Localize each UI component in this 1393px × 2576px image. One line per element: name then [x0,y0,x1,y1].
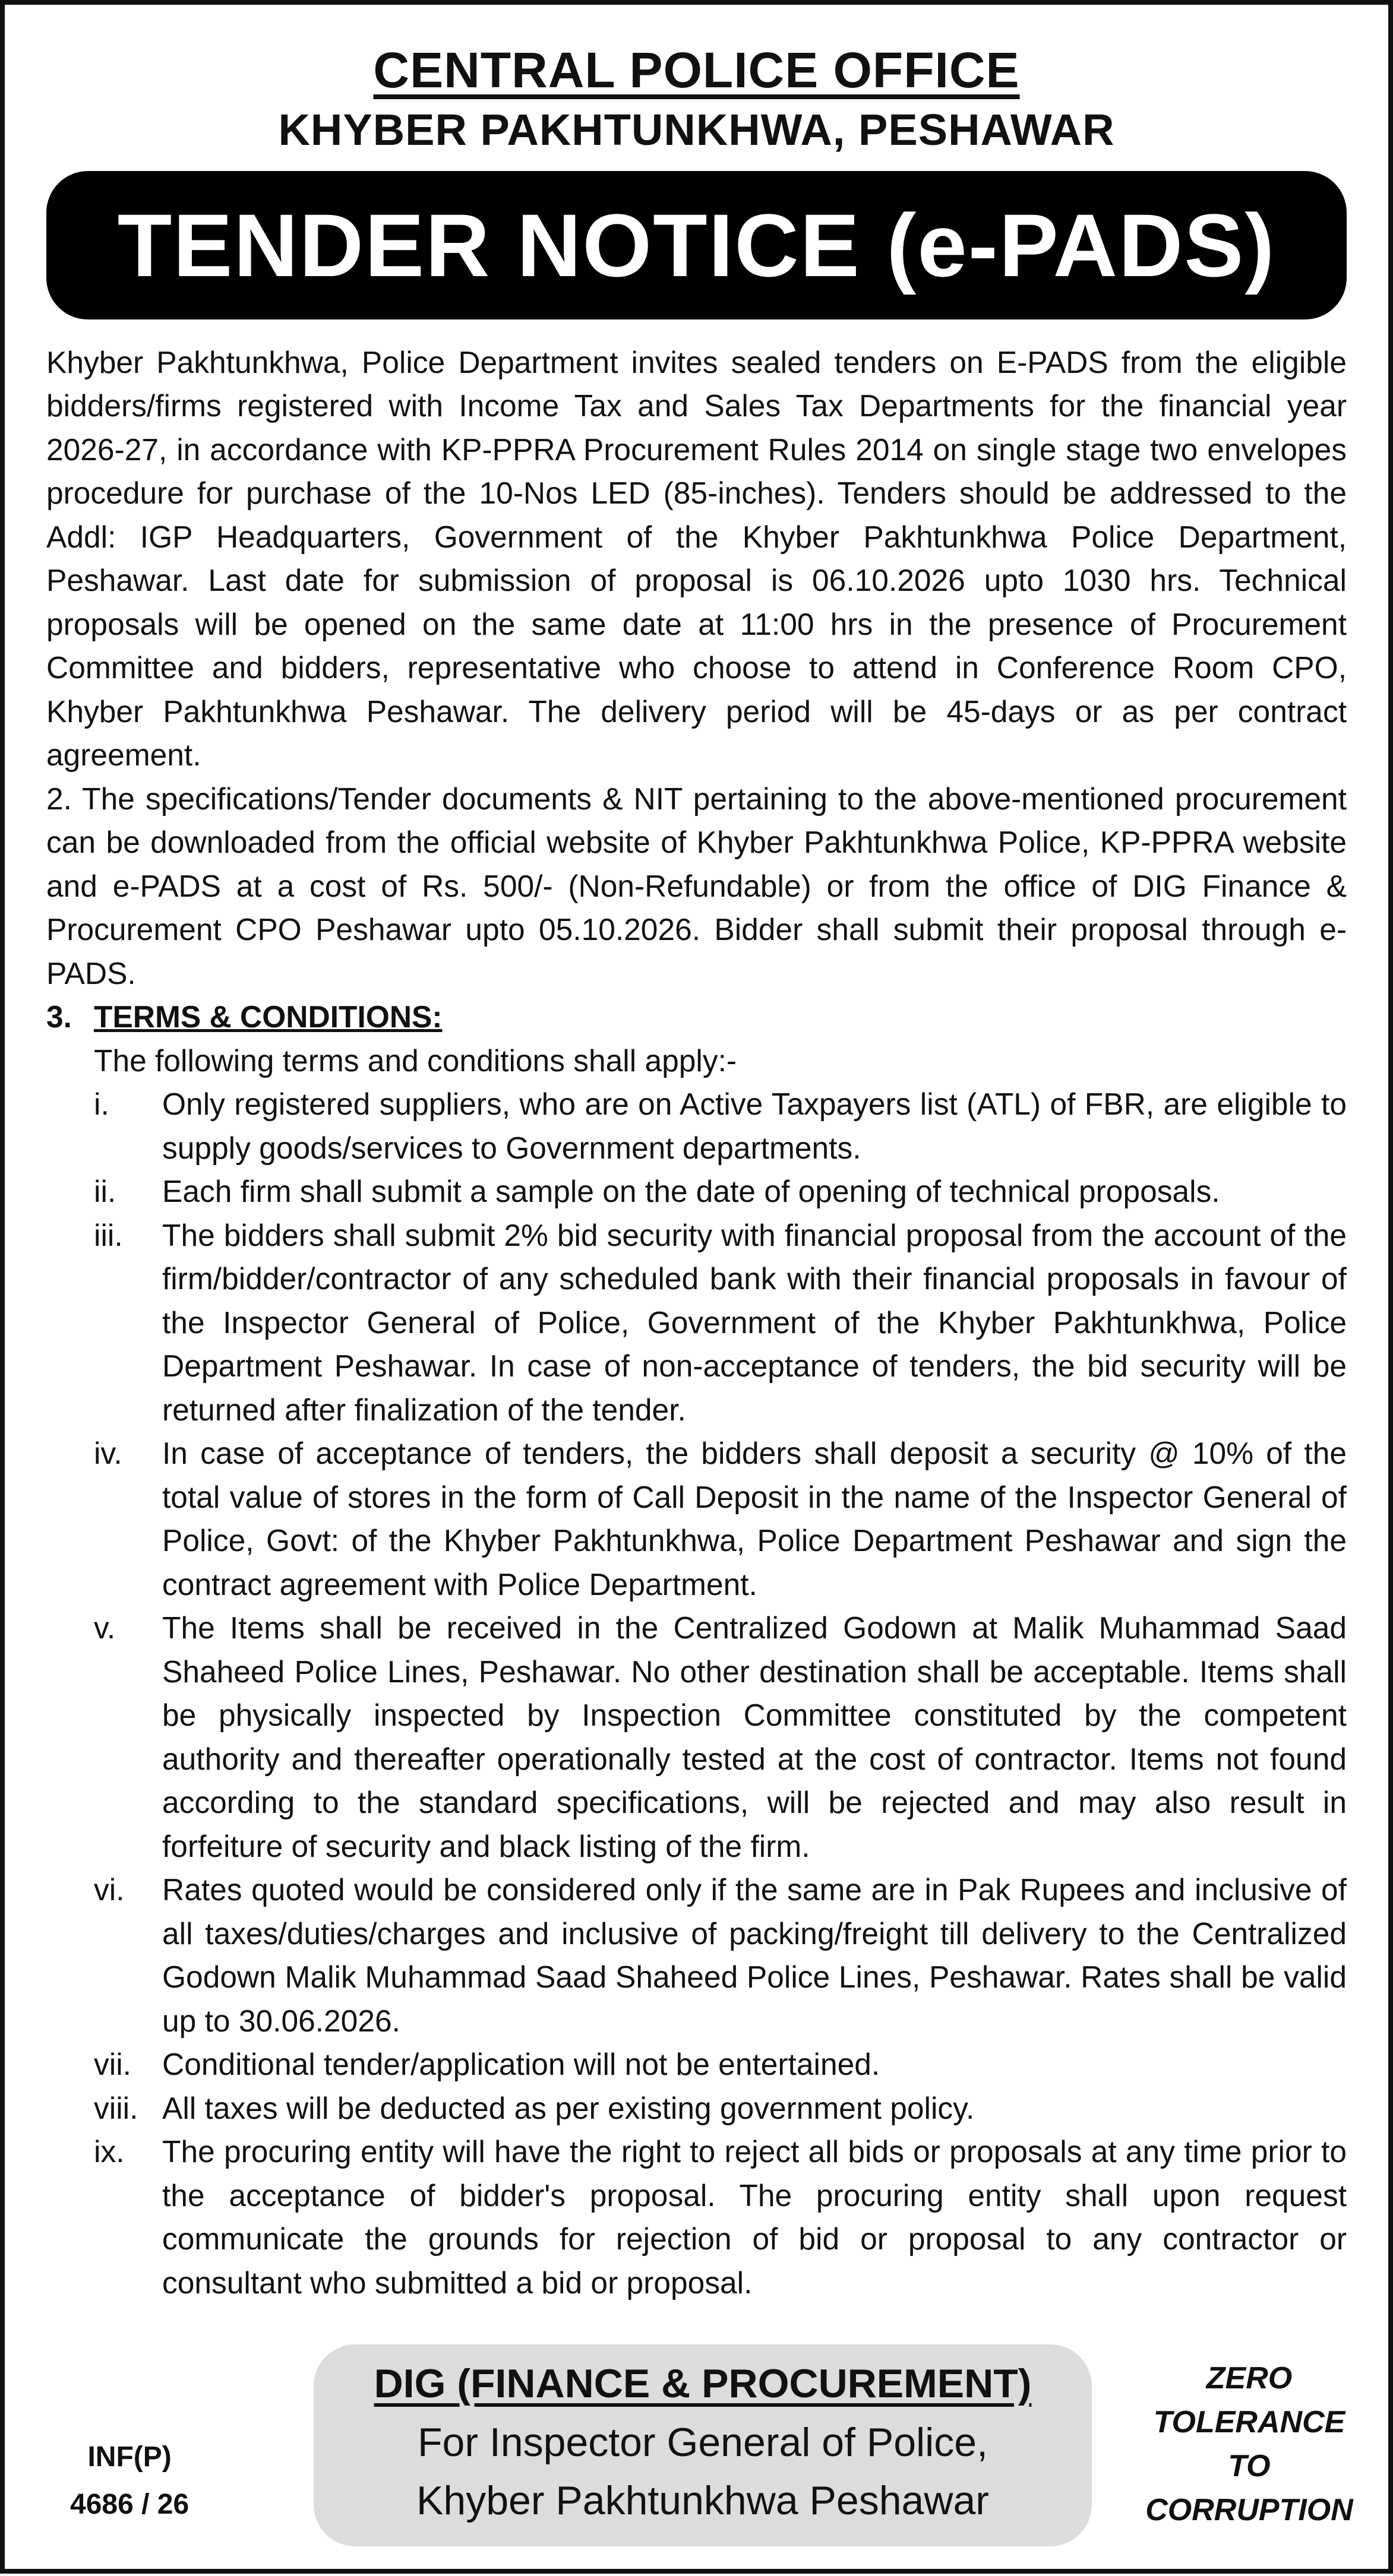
term-text: Rates quoted would be considered only if the same are in Pak Rupees and inclusive of all taxes/duties/charges and inclusive of packing/freight till delivery to the Centralized Godown Malik Muhammad Saad Shaheed Police Lines, Peshawar. Rates shall be valid up to 30.06.2026. [162,1872,1347,2038]
term-number: iv. [94,1436,122,1471]
term-item [46,1606,1347,1868]
term-text: All taxes will be deducted as per existing government policy. [162,2090,975,2125]
term-text: Only registered suppliers, who are on Active Taxpayers list (ATL) of FBR, are eligible to supply goods/services to Government departments. [162,1087,1347,1165]
signatory-box [314,2344,1092,2546]
inf-reference [70,2433,189,2528]
term-number: vi. [94,1872,125,1907]
inf-label: INF(P) [87,2441,172,2473]
signatory-title: DIG (FINANCE & PROCUREMENT) [374,2361,1032,2406]
term-item [46,2043,1347,2087]
zero-tolerance-slogan [1130,2356,1368,2532]
term-number: v. [94,1610,116,1645]
term-item [46,1868,1347,2043]
term-text: The Items shall be received in the Centralized Godown at Malik Muhammad Saad Shaheed Police Lines, Peshawar. No other destination shall be acceptable. Items shall be physically inspected by Inspection Committee constituted by the competent authority and thereafter operationally tested at the cost of contractor. Items not found according to the standard specifications, will be rejected and may also result in forfeiture of security and black listing of the firm. [162,1610,1347,1863]
term-number: viii. [94,2090,138,2125]
slogan-line: CORRUPTION [1145,2493,1353,2527]
term-number: ii. [94,1174,116,1209]
term-text: In case of acceptance of tenders, the bidders shall deposit a security @ 10% of the total value of stores in the form of Call Deposit in the name of the Inspector General of Police, Govt: of the Khyber Pakhtunkhwa, Police Department Peshawar and sign the contract agreement with Police Department. [162,1436,1347,1602]
term-item [46,1170,1347,1214]
slogan-line: TO [1228,2449,1271,2483]
term-item [46,2087,1347,2131]
terms-heading [46,995,1347,1039]
signatory-line-3: Khyber Pakhtunkhwa Peshawar [416,2478,989,2523]
notice-header [46,5,1347,319]
term-number: ix. [94,2134,125,2169]
term-item [46,1214,1347,1432]
term-text: The procuring entity will have the right to reject all bids or proposals at any time prior to the acceptance of bidder's proposal. The procuring entity shall upon request communicate the grounds for rejection of bid or proposal to any contractor or consultant who submitted a bid or proposal. [162,2134,1347,2300]
slogan-line: TOLERANCE [1153,2405,1345,2439]
tender-notice-banner: TENDER NOTICE (e-PADS) [46,171,1347,319]
term-text: Conditional tender/application will not be entertained. [162,2047,880,2082]
terms-intro: The following terms and conditions shall apply:- [94,1043,737,1078]
office-location: KHYBER PAKHTUNKHWA, PESHAWAR [278,105,1115,154]
office-title: CENTRAL POLICE OFFICE [373,42,1020,98]
signatory-line-2: For Inspector General of Police, [417,2420,988,2465]
notice-footer [5,2344,1388,2576]
paragraph-2: 2. The specifications/Tender documents & NIT pertaining to the above-mentioned procurement can be downloaded from the official website of Khyber Pakhtunkhwa Police, KP-PPRA website and e-PADS at a cost of Rs. 500/- (Non-Refundable) or from the office of DIG Finance & Procurement CPO Peshawar upto 05.10.2026. Bidder shall submit their proposal through e-PADS. [46,781,1347,990]
inf-number: 4686 / 26 [70,2489,189,2520]
terms-number: 3. [46,999,72,1034]
term-number: iii. [94,1217,123,1252]
term-item [46,1083,1347,1170]
term-text: The bidders shall submit 2% bid security with financial proposal from the account of the firm/bidder/contractor of any scheduled bank with their financial proposals in favour of the Inspector General of Police, Government of the Khyber Pakhtunkhwa, Police Department Peshawar. In case of non-acceptance of tenders, the bid security will be returned after finalization of the tender. [162,1217,1347,1427]
term-text: Each firm shall submit a sample on the date of opening of technical proposals. [162,1174,1220,1209]
term-number: i. [94,1087,109,1122]
term-number: vii. [94,2047,131,2082]
paragraph-1: Khyber Pakhtunkhwa, Police Department invites sealed tenders on E-PADS from the eligible bidders/firms registered with Income Tax and Sales Tax Departments for the financial year 2026-27, in accordance with KP-PPRA Procurement Rules 2014 on single stage two envelopes procedure for purchase of the 10-Nos LED (85-inches). Tenders should be addressed to the Addl: IGP Headquarters, Government of the Khyber Pakhtunkhwa Police Department, Peshawar. Last date for submission of proposal is 06.10.2026 upto 1030 hrs. Technical proposals will be opened on the same date at 11:00 hrs in the presence of Procurement Committee and bidders, representative who choose to attend in Conference Room CPO, Khyber Pakhtunkhwa Peshawar. The delivery period will be 45-days or as per contract agreement. [46,344,1347,773]
notice-body [46,341,1347,2305]
slogan-line: ZERO [1206,2361,1293,2395]
terms-title: TERMS & CONDITIONS: [94,999,443,1034]
term-item [46,2130,1347,2305]
term-item [46,1432,1347,1606]
